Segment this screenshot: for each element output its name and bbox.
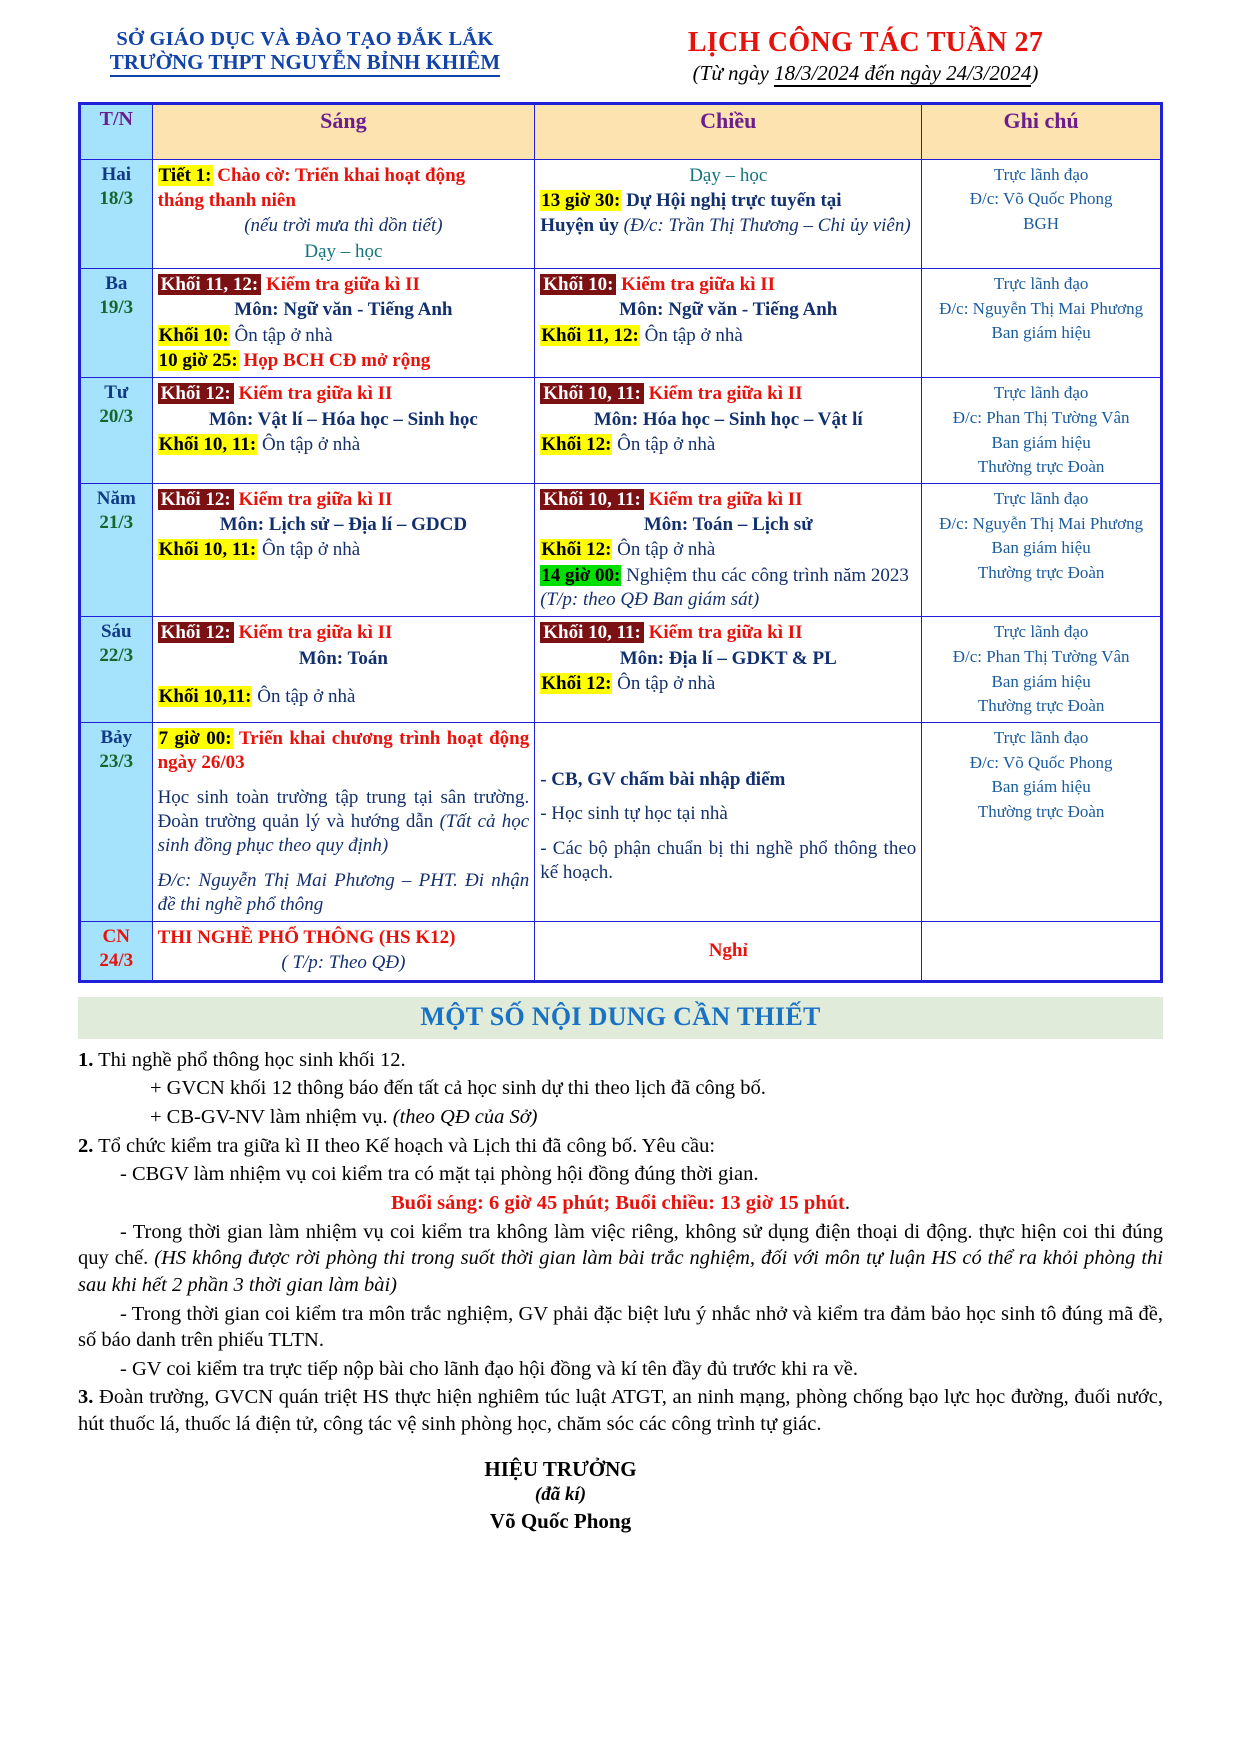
activity-text: Kiểm tra giữa kì II	[621, 274, 776, 296]
day-name: Tư	[104, 382, 129, 404]
activity-text: Ôn tập ở nhà	[261, 433, 361, 455]
grade-chip: Khối 11, 12:	[541, 324, 639, 346]
document-header	[0, 0, 1241, 92]
signature-signed: (đã kí)	[534, 1484, 587, 1506]
activity-text: Ôn tập ở nhà	[261, 539, 361, 561]
note-line: Thường trực Đoàn	[977, 457, 1105, 477]
activity-text: - Học sinh tự học tại nhà	[540, 803, 728, 825]
note-line: Đ/c: Nguyễn Thị Mai Phương	[939, 298, 1144, 318]
day-date: 18/3	[99, 187, 134, 209]
afternoon-cell-tuesday	[535, 269, 922, 378]
organization-block	[70, 28, 540, 77]
note-line: Đ/c: Phan Thị Tường Vân	[952, 407, 1130, 427]
subtitle-close: )	[1031, 60, 1039, 85]
section-banner-important-notes: MỘT SỐ NỘI DUNG CẦN THIẾT	[78, 997, 1163, 1039]
grade-chip: Khối 12:	[541, 673, 612, 695]
note-line: Thường trực Đoàn	[977, 801, 1105, 821]
activity-text: Họp BCH CĐ mở rộng	[243, 349, 431, 371]
page-title: LỊCH CÔNG TÁC TUẦN 27	[687, 27, 1044, 58]
subtitle-dates: 18/3/2024 đến ngày 24/3/2024	[774, 60, 1032, 85]
column-header-note: Ghi chú	[922, 103, 1162, 159]
activity-text: Kiểm tra giữa kì II	[265, 274, 420, 296]
afternoon-cell-monday	[535, 159, 922, 268]
note-item-2c: - Trong thời gian coi kiểm tra môn trắc nghiệm, GV phải đặc biệt lưu ý nhắc nhở và kiểm tra đảm bảo học sinh tô đúng mã đề, số báo danh trên phiếu TLTN.	[78, 1302, 1163, 1352]
note-line: Ban giám hiệu	[991, 671, 1091, 691]
table-row	[80, 159, 1162, 268]
note-item-1a: + GVCN khối 12 thông báo đến tất cả học sinh dự thi theo lịch đã công bố.	[150, 1077, 766, 1100]
grade-chip: Khối 10, 11:	[540, 383, 644, 404]
note-cell-monday	[922, 159, 1162, 268]
activity-text: - CB, GV chấm bài nhập điểm	[540, 768, 786, 790]
note-line: Trực lãnh đạo	[993, 274, 1089, 294]
date-range-subtitle	[693, 61, 1039, 86]
activity-text: Ôn tập ở nhà	[617, 433, 716, 455]
note-body: Thi nghề phổ thông học sinh khối 12.	[93, 1048, 406, 1071]
day-cell-friday	[80, 617, 153, 723]
note-item-2	[78, 1133, 1163, 1160]
note-item-2d: - GV coi kiểm tra trực tiếp nộp bài cho lãnh đạo hội đồng và kí tên đầy đủ trước khi ra về.	[120, 1357, 859, 1380]
note-line: BGH	[1023, 214, 1060, 234]
day-date: 20/3	[99, 406, 134, 428]
important-notes-section	[0, 1039, 1241, 1535]
note-item-2a: - CBGV làm nhiệm vụ coi kiểm tra có mặt tại phòng hội đồng đúng thời gian.	[120, 1163, 759, 1186]
note-times-period: .	[844, 1192, 850, 1214]
subject-text: Môn: Toán – Lịch sử	[643, 514, 813, 536]
note-body: - Trong thời gian làm nhiệm vụ coi kiểm tra không làm việc riêng, không sử dụng điện thoại di động. thực hiện coi thi đúng quy chế.	[78, 1220, 1163, 1270]
activity-text-cont: Huyện ủy	[540, 215, 624, 237]
activity-text: Kiểm tra giữa kì II	[648, 622, 803, 644]
activity-participants: ( T/p: Theo QĐ)	[281, 952, 406, 974]
grade-chip: Khối 10, 11:	[540, 622, 644, 643]
day-cell-tuesday	[80, 269, 153, 378]
note-line: Đ/c: Phan Thị Tường Vân	[952, 647, 1130, 667]
note-cell-sunday	[922, 922, 1162, 982]
note-cell-tuesday	[922, 269, 1162, 378]
note-item-3	[78, 1384, 1163, 1437]
day-date: 24/3	[99, 949, 134, 971]
activity-text: Kiểm tra giữa kì II	[238, 383, 393, 405]
note-body: Tổ chức kiểm tra giữa kì II theo Kế hoạch và Lịch thi đã công bố. Yêu cầu:	[93, 1134, 716, 1157]
activity-text: Dự Hội nghị trực tuyến tại	[626, 190, 842, 212]
note-item-1	[78, 1047, 1163, 1074]
day-name: Sáu	[100, 621, 132, 643]
note-item-1b	[78, 1104, 1163, 1131]
grade-chip: Khối 10, 11:	[158, 539, 257, 561]
activity-text: Ôn tập ở nhà	[257, 686, 356, 708]
note-line: Đ/c: Võ Quốc Phong	[969, 189, 1113, 209]
table-header-row	[80, 103, 1162, 159]
day-date: 21/3	[99, 511, 134, 533]
column-header-morning: Sáng	[152, 103, 535, 159]
subject-text: Môn: Ngữ văn - Tiếng Anh	[234, 299, 453, 321]
activity-text: - Các bộ phận chuẩn bị thi nghề phổ thông theo kế hoạch.	[540, 837, 917, 883]
morning-cell-friday	[152, 617, 535, 723]
note-reference: (theo QĐ của Sở)	[392, 1106, 538, 1129]
time-chip: Tiết 1:	[158, 164, 212, 186]
activity-text: THI NGHỀ PHỔ THÔNG (HS K12)	[157, 927, 456, 949]
grade-chip: Khối 12:	[158, 383, 234, 404]
activity-text: Ôn tập ở nhà	[234, 324, 333, 346]
note-line: Trực lãnh đạo	[993, 622, 1089, 642]
table-row	[80, 922, 1162, 982]
table-row	[80, 722, 1162, 921]
afternoon-cell-sunday	[535, 922, 922, 982]
morning-cell-saturday	[152, 722, 535, 921]
school-name: TRƯỜNG THPT NGUYỄN BỈNH KHIÊM	[110, 51, 501, 78]
note-number: 2.	[78, 1134, 94, 1157]
column-header-day: T/N	[80, 103, 153, 159]
schedule-table-wrapper	[0, 92, 1241, 983]
note-detail: (HS không được rời phòng thi trong suốt thời gian làm bài trắc nghiệm, đối với môn tự luận HS có thể ra khỏi phòng thi sau khi hết 2 phần 3 thời gian làm bài)	[78, 1247, 1163, 1296]
grade-chip: Khối 10:	[158, 324, 229, 346]
activity-text: Nghỉ	[708, 940, 748, 962]
activity-text: Chào cờ: Triển khai hoạt động	[217, 164, 466, 186]
department-name: SỞ GIÁO DỤC VÀ ĐÀO TẠO ĐẮK LẮK	[116, 28, 494, 50]
grade-chip: Khối 10,11:	[158, 686, 252, 708]
note-line: Trực lãnh đạo	[993, 488, 1089, 508]
day-cell-sunday	[80, 922, 153, 982]
signature-role: HIỆU TRƯỞNG	[484, 1456, 637, 1481]
day-cell-thursday	[80, 483, 153, 617]
subject-text: Môn: Toán	[298, 647, 388, 669]
day-cell-monday	[80, 159, 153, 268]
note-line: Thường trực Đoàn	[977, 696, 1105, 716]
note-line: Đ/c: Võ Quốc Phong	[969, 752, 1113, 772]
morning-cell-tuesday	[152, 269, 535, 378]
table-row	[80, 617, 1162, 723]
note-cell-friday	[922, 617, 1162, 723]
activity-teaching: Dạy – học	[304, 240, 383, 262]
afternoon-cell-saturday	[535, 722, 922, 921]
activity-detail: Học sinh toàn trường tập trung tại sân trường. Đoàn trường quản lý và hướng dẫn	[157, 786, 530, 832]
note-cell-wednesday	[922, 378, 1162, 484]
morning-cell-monday	[152, 159, 535, 268]
subject-text: Môn: Vật lí – Hóa học – Sinh học	[208, 408, 478, 430]
afternoon-cell-wednesday	[535, 378, 922, 484]
activity-participants: (T/p: theo QĐ Ban giám sát)	[540, 589, 760, 611]
note-line: Trực lãnh đạo	[993, 164, 1089, 184]
activity-participants: (Đ/c: Trần Thị Thương – Chi ủy viên)	[623, 215, 911, 237]
subject-text: Môn: Địa lí – GDKT & PL	[619, 647, 837, 669]
note-times: Buổi sáng: 6 giờ 45 phút; Buổi chiều: 13 giờ 15 phút	[391, 1192, 845, 1214]
morning-cell-wednesday	[152, 378, 535, 484]
day-date: 22/3	[99, 645, 134, 667]
grade-chip: Khối 11, 12:	[158, 274, 262, 295]
note-number: 1.	[78, 1048, 94, 1071]
day-name: Ba	[105, 273, 128, 295]
morning-cell-sunday	[152, 922, 535, 982]
activity-text: Kiểm tra giữa kì II	[648, 383, 803, 405]
activity-note: (nếu trời mưa thì dồn tiết)	[244, 215, 443, 237]
grade-chip: Khối 12:	[158, 489, 234, 510]
note-line: Ban giám hiệu	[991, 432, 1091, 452]
grade-chip: Khối 10, 11:	[158, 433, 257, 455]
note-line: Trực lãnh đạo	[993, 727, 1089, 747]
day-name: Năm	[96, 487, 136, 509]
title-block	[540, 28, 1171, 86]
subject-text: Môn: Lịch sử – Địa lí – GDCD	[219, 514, 468, 536]
note-line: Trực lãnh đạo	[993, 383, 1089, 403]
time-chip: 13 giờ 30:	[541, 190, 621, 212]
activity-teaching: Dạy – học	[689, 164, 768, 186]
day-cell-saturday	[80, 722, 153, 921]
signature-name: Võ Quốc Phong	[489, 1508, 632, 1533]
subtitle-open: (Từ ngày	[692, 60, 775, 85]
table-row	[80, 483, 1162, 617]
activity-text: Kiểm tra giữa kì II	[238, 622, 393, 644]
note-line: Ban giám hiệu	[991, 323, 1091, 343]
note-cell-thursday	[922, 483, 1162, 617]
note-item-2b	[78, 1219, 1163, 1299]
day-name: CN	[102, 926, 130, 948]
note-item-2-times	[78, 1190, 1163, 1217]
column-header-afternoon: Chiều	[535, 103, 922, 159]
activity-text: Kiểm tra giữa kì II	[648, 488, 803, 510]
time-chip: 7 giờ 00:	[158, 727, 232, 749]
note-line: Đ/c: Nguyễn Thị Mai Phương	[939, 513, 1144, 533]
signature-block	[78, 1456, 1163, 1535]
afternoon-cell-friday	[535, 617, 922, 723]
morning-cell-thursday	[152, 483, 535, 617]
day-date: 19/3	[99, 296, 134, 318]
note-body: + CB-GV-NV làm nhiệm vụ.	[150, 1106, 393, 1129]
note-line: Ban giám hiệu	[991, 777, 1091, 797]
activity-text-cont: tháng thanh niên	[157, 190, 296, 212]
afternoon-cell-thursday	[535, 483, 922, 617]
day-name: Hai	[101, 163, 132, 185]
time-chip: 14 giờ 00:	[541, 564, 621, 586]
weekly-schedule-table	[78, 102, 1163, 983]
activity-text: Ôn tập ở nhà	[617, 673, 716, 695]
grade-chip: Khối 12:	[541, 433, 612, 455]
activity-text: Ôn tập ở nhà	[617, 539, 716, 561]
subject-text: Môn: Hóa học – Sinh học – Vật lí	[593, 408, 863, 430]
activity-text: Kiểm tra giữa kì II	[238, 488, 393, 510]
note-body: Đoàn trường, GVCN quán triệt HS thực hiện nghiêm túc luật ATGT, an ninh mạng, phòng chống bạo lực học đường, đuối nước, hút thuốc lá, thuốc lá điện tử, công tác vệ sinh phòng học, chăm sóc các công trình tự giác.	[78, 1386, 1163, 1436]
day-cell-wednesday	[80, 378, 153, 484]
activity-condition: (Tất cả học sinh đồng phục theo quy định)	[157, 810, 530, 857]
grade-chip: Khối 12:	[158, 622, 234, 643]
table-row	[80, 269, 1162, 378]
note-number: 3.	[78, 1386, 94, 1409]
time-chip: 10 giờ 25:	[158, 349, 238, 371]
day-date: 23/3	[99, 750, 134, 772]
day-name: Bảy	[100, 726, 133, 748]
activity-text: Triển khai chương trình hoạt động ngày 26/03	[157, 727, 530, 774]
subject-text: Môn: Ngữ văn - Tiếng Anh	[619, 299, 838, 321]
grade-chip: Khối 10, 11:	[540, 489, 644, 510]
grade-chip: Khối 12:	[541, 539, 612, 561]
table-row	[80, 378, 1162, 484]
note-cell-saturday	[922, 722, 1162, 921]
grade-chip: Khối 10:	[540, 274, 616, 295]
note-line: Thường trực Đoàn	[977, 562, 1105, 582]
activity-text: Ôn tập ở nhà	[644, 324, 743, 346]
note-line: Ban giám hiệu	[991, 538, 1091, 558]
activity-assignee: Đ/c: Nguyễn Thị Mai Phương – PHT. Đi nhận đề thi nghề phổ thông	[157, 869, 530, 915]
activity-text: Nghiệm thu các công trình năm 2023	[626, 564, 909, 586]
